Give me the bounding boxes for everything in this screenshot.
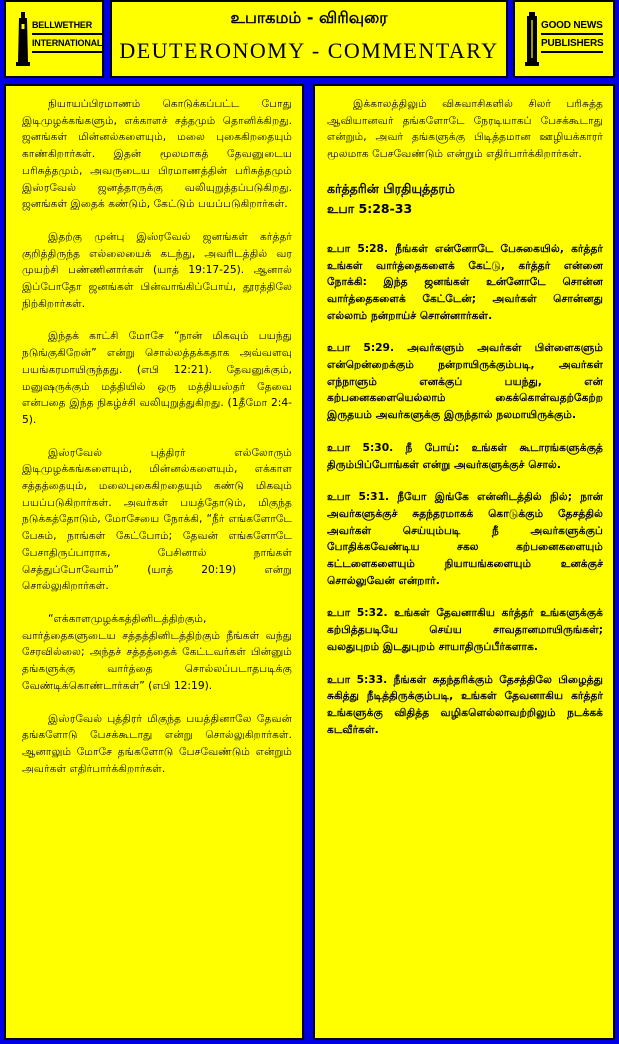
logo-line2: INTERNATIONAL <box>32 38 102 53</box>
page-title-tamil: உபாகமம் - விரிவுரை <box>230 8 388 27</box>
paragraph: இந்தக் காட்சி மோசே “நான் மிகவும் பயந்து நடுங்குகிறேன்” என்று சொல்லத்தக்கதாக அவ்வளவு பயங்கரமாயிருந்தது. (எபி 12:21). தேவனுக்கும், மனுஷருக்கும் மத்தியில் ஒரு மத்தியஸ்தர் தேவை என்பதை இந்த நிகழ்ச்சி வலியுறுத்துகிறது. (1தீமோ 2:4-5). <box>22 329 292 426</box>
good-news-logo-text <box>541 20 603 56</box>
section-title <box>327 179 603 219</box>
verse-5-33: உபா 5:33. நீங்கள் சுதந்தரிக்கும் தேசத்திலே பிழைத்து சுகித்து நீடித்திருக்கும்படி, உங்கள் தேவனாகிய கர்த்தர் உங்களுக்கு விதித்த வழிகளெல்லாவற்றிலும் நடக்கக் கடவீர்கள். <box>327 672 603 736</box>
section-title-line1: கர்த்தரின் பிரதியுத்தரம் <box>327 180 455 196</box>
logo-line1: GOOD NEWS <box>541 20 603 35</box>
right-column <box>313 84 615 1040</box>
bellwether-logo-text <box>32 20 102 56</box>
publisher-logo-right <box>513 0 615 78</box>
verse-5-28: உபா 5:28. நீங்கள் என்னோடே பேசுகையில், கர்த்தர் உங்கள் வார்த்தைகளைக் கேட்டு, கர்த்தர் என்னை நோக்கி: இந்த ஜனங்கள் உன்னோடே சொன்ன வார்த்தைகளைக் கேட்டேன்; அவர்கள் சொன்னது எல்லாம் நன்றாய்ச் சொன்னார்கள். <box>327 241 603 322</box>
logo-line1: BELLWETHER <box>32 20 102 35</box>
tower-icon <box>16 12 30 66</box>
publisher-logo-left <box>4 0 104 78</box>
left-column <box>4 84 304 1040</box>
verse-5-30: உபா 5:30. நீ போய்: உங்கள் கூடாரங்களுக்குத் திரும்பிப்போங்கள் என்று அவர்களுக்குச் சொல். <box>327 440 603 471</box>
paragraph: நியாயப்பிரமாணம் கொடுக்கப்பட்ட போது இடிமுழக்கங்களும், எக்காளச் சத்தமும் தொனிக்கிறது. ஜனங்கள் மின்னல்களையும், மலை புகைகிறதையும் காண்கிறார்கள். இதன் மூலமாகத் தேவனுடைய பரிசுத்தமும், அவருடைய பிரமாணத்தின் பரிசுத்தமும் இஸ்ரவேல் ஜனத்தாருக்கு வலியுறுத்தப்படுகிறது. ஜனங்கள் இதைக் கண்டும், கேட்டும் பயப்படுகிறார்கள். <box>22 97 292 211</box>
bellwether-logo <box>12 10 103 70</box>
paragraph: இஸ்ரவேல் புத்திரர் மிகுந்த பயத்தினாலே தேவன் தங்களோடு பேசக்கூடாது என்று சொல்லுகிறார்கள். ஆனாலும் மோசே தங்களோடு பேசவேண்டும் என்றும் அவர்கள் எதிர்பார்க்கிறார்கள். <box>22 711 292 775</box>
page-title-english: DEUTERONOMY - COMMENTARY <box>119 38 499 63</box>
verse-5-29: உபா 5:29. அவர்களும் அவர்கள் பிள்ளைகளும் என்றென்றைக்கும் நன்றாயிருக்கும்படி, அவர்கள் எந்நாளும் எனக்குப் பயந்து, என் கற்பனைகளையெல்லாம் கைக்கொள்வதற்கேற்ற இருதயம் அவர்களுக்கு இருந்தால் நலமாயிருக்கும். <box>327 341 603 422</box>
verse-5-32: உபா 5:32. உங்கள் தேவனாகிய கர்த்தர் உங்களுக்குக் கற்பித்தபடியே செய்ய சாவதானமாயிருங்கள்; வலதுபுறம் இடதுபுறம் சாயாதிருப்பீர்களாக. <box>327 606 603 653</box>
section-title-line2: உபா 5:28-33 <box>327 200 413 216</box>
book-icon <box>525 12 539 66</box>
logo-line2: PUBLISHERS <box>541 38 603 53</box>
verse-5-31: உபா 5:31. நீயோ இங்கே என்னிடத்தில் நில்; நான் அவர்களுக்குச் சுதந்தரமாகக் கொடுக்கும் தேசத்தில் அவர்கள் செய்யும்படி நீ அவர்களுக்குப் போதிக்கவேண்டிய சகல கற்பனைகளையும் கட்டளைகளையும் நியாயங்களையும் உனக்குச் சொல்லுவேன் என்றார். <box>327 490 603 587</box>
intro-paragraph: இக்காலத்திலும் விசுவாசிகளில் சிலர் பரிசுத்த ஆவியானவர் தங்களோடே நேரடியாகப் பேசக்கூடாது என்றும், அவர் தங்களுக்கு பிடித்தமான ஊழியக்காரர் மூலமாக பேசவேண்டும் என்றும் எதிர்பார்க்கிறார்கள். <box>327 97 603 161</box>
paragraph: இதற்கு முன்பு இஸ்ரவேல் ஜனங்கள் கர்த்தர் குறித்திருந்த எல்லையைக் கடந்து, அவரிடத்தில் வர முயற்சி பண்ணினார்கள் (யாத் 19:17-25). ஆனால் இப்போதோ ஜனங்கள் பின்வாங்கிப்போய், தூரத்திலே நிற்கிறார்கள். <box>22 229 292 310</box>
paragraph: “எக்காளமுழக்கத்தினிடத்திற்கும், வார்த்தைகளுடைய சத்தத்தினிடத்திற்கும் நீங்கள் வந்து சேரவில்லை; அந்தச் சத்தத்தைக் கேட்டவர்கள் பின்னும் தங்களுக்கு வார்த்தை சொல்லப்படாதபடிக்கு வேண்டிக்கொண்டார்கள்” (எபி 12:19). <box>22 611 292 692</box>
page-header <box>110 0 508 78</box>
good-news-logo <box>521 10 609 70</box>
paragraph: இஸ்ரவேல் புத்திரர் எல்லோரும் இடிமுழக்கங்களையும், மின்னல்களையும், எக்காள சத்தத்தையும், மலைபுகைகிறதையும் கண்டு மிகவும் பயப்படுகிறார்கள். அவர்கள் பயத்தோடும், மிகுந்த நடுக்கத்தோடும், மோசேயை நோக்கி, “நீர் எங்களோடே பேசும், நாங்கள் கேட்போம்; தேவன் எங்களோடே பேசாதிருப்பாராக, பேசினால் நாங்கள் செத்துப்போவோம்” (யாத் 20:19) என்று சொல்லுகிறார்கள். <box>22 445 292 593</box>
